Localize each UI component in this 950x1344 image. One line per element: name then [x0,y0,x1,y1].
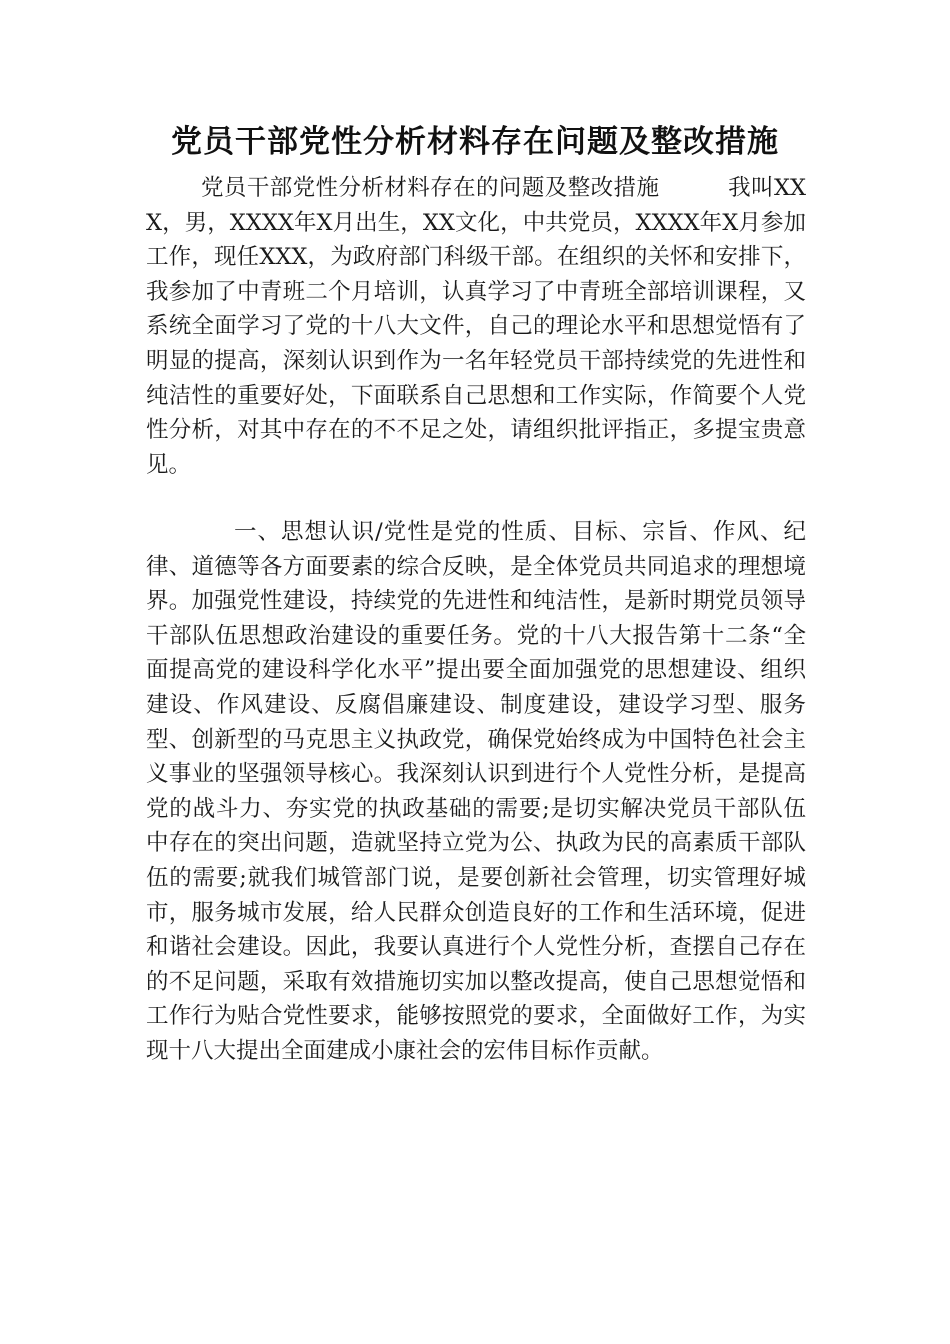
paragraph-ideological-understanding: 一、思想认识/党性是党的性质、目标、宗旨、作风、纪律、道德等各方面要素的综合反映，是全体党员共同追求的理想境界。加强党性建设，持续党的先进性和纯洁性，是新时期党员领导干部队伍思想政治建设的重要任务。党的十八大报告第十二条“全面提高党的建设科学化水平”提出要全面加强党的思想建设、组织建设、作风建设、反腐倡廉建设、制度建设，建设学习型、服务型、创新型的马克思主义执政党，确保党始终成为中国特色社会主义事业的坚强领导核心。我深刻认识到进行个人党性分析，是提高党的战斗力、夯实党的执政基础的需要;是切实解决党员干部队伍中存在的突出问题，造就坚持立党为公、执政为民的高素质干部队伍的需要;就我们城管部门说，是要创新社会管理，切实管理好城市，服务城市发展，给人民群众创造良好的工作和生活环境，促进和谐社会建设。因此，我要认真进行个人党性分析，查摆自己存在的不足问题，采取有效措施切实加以整改提高，使自己思想觉悟和工作行为贴合党性要求，能够按照党的要求，全面做好工作，为实现十八大提出全面建成小康社会的宏伟目标作贡献。 [146,519,806,1064]
document-title: 党员干部党性分析材料存在问题及整改措施 [171,124,779,160]
paragraph-intro: 党员干部党性分析材料存在的问题及整改措施 我叫XXX，男，XXXX年X月出生，XX文化，中共党员，XXXX年X月参加工作，现任XXX，为政府部门科级干部。在组织的关怀和安排下，我参加了中青班二个月培训，认真学习了中青班全部培训课程，又系统全面学习了党的十八大文件，自己的理论水平和思想觉悟有了明显的提高，深刻认识到作为一名年轻党员干部持续党的先进性和纯洁性的重要好处，下面联系自己思想和工作实际，作简要个人党性分析，对其中存在的不不足之处，请组织批评指正，多提宝贵意见。 [146,175,806,478]
